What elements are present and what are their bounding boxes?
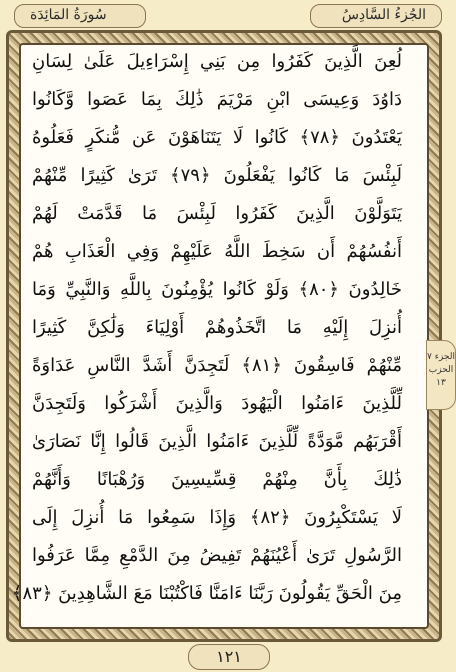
text-line: مِنَ الْحَقِّ يَقُولُونَ رَبَّنَا ءَامَنَّا فَاكْتُبْنَا مَعَ الشَّاهِدِينَ ﴿٨٣﴾	[11, 583, 402, 604]
juz-hizb-marker	[426, 340, 456, 410]
text-line: أُنزِلَ إِلَيْهِ مَا اتَّخَذُوهُمْ أَوْلِيَاءَ وَلَٰكِنَّ كَثِيرًا	[32, 317, 402, 338]
text-line: لِّلَّذِينَ ءَامَنُوا الْيَهُودَ وَالَّذِينَ أَشْرَكُوا وَلَتَجِدَنَّ	[32, 393, 402, 414]
text-line: مِّنْهُمْ فَاسِقُونَ ﴿٨١﴾ لَتَجِدَنَّ أَشَدَّ النَّاسِ عَدَاوَةً	[32, 355, 402, 376]
text-line: لَبِئْسَ مَا كَانُوا يَفْعَلُونَ ﴿٧٩﴾ تَرَىٰ كَثِيرًا مِّنْهُمْ	[32, 165, 402, 186]
text-line: يَتَوَلَّوْنَ الَّذِينَ كَفَرُوا لَبِئْسَ مَا قَدَّمَتْ لَهُمْ	[32, 203, 402, 224]
text-line: الرَّسُولِ تَرَىٰ أَعْيُنَهُمْ تَفِيضُ مِنَ الدَّمْعِ مِمَّا عَرَفُوا	[32, 545, 402, 566]
text-line: أَنفُسُهُمْ أَن سَخِطَ اللَّهُ عَلَيْهِمْ وَفِي الْعَذَابِ هُمْ	[32, 241, 402, 262]
hizb-marker-label: الحزب ١٣	[428, 365, 454, 388]
text-line: لَا يَسْتَكْبِرُونَ ﴿٨٢﴾ وَإِذَا سَمِعُوا مَا أُنزِلَ إِلَى	[32, 507, 402, 528]
surah-title: سُورَةُ المَائِدَة	[30, 7, 107, 23]
juz-marker-label: الجزء ٧	[427, 352, 455, 362]
text-line: ذَٰلِكَ بِأَنَّ مِنْهُمْ قِسِّيسِينَ وَرُهْبَانًا وَأَنَّهُمْ	[32, 469, 402, 490]
text-line: يَعْتَدُونَ ﴿٧٨﴾ كَانُوا لَا يَتَنَاهَوْنَ عَن مُّنكَرٍ فَعَلُوهُ	[32, 127, 402, 148]
text-line: أَقْرَبَهُم مَّوَدَّةً لِّلَّذِينَ ءَامَنُوا الَّذِينَ قَالُوا إِنَّا نَصَارَىٰ	[32, 431, 402, 452]
quran-text	[11, 44, 402, 612]
juz-title: الجُزءُ السَّادِسُ	[341, 7, 426, 23]
text-line: خَالِدُونَ ﴿٨٠﴾ وَلَوْ كَانُوا يُؤْمِنُونَ بِاللَّهِ وَالنَّبِيِّ وَمَا	[32, 279, 402, 300]
page-number: ١٢١	[188, 644, 270, 670]
text-line: لُعِنَ الَّذِينَ كَفَرُوا مِن بَنِي إِسْرَاءِيلَ عَلَىٰ لِسَانِ	[32, 51, 402, 72]
text-line: دَاوُدَ وَعِيسَى ابْنِ مَرْيَمَ ذَٰلِكَ بِمَا عَصَوا وَّكَانُوا	[32, 89, 402, 110]
